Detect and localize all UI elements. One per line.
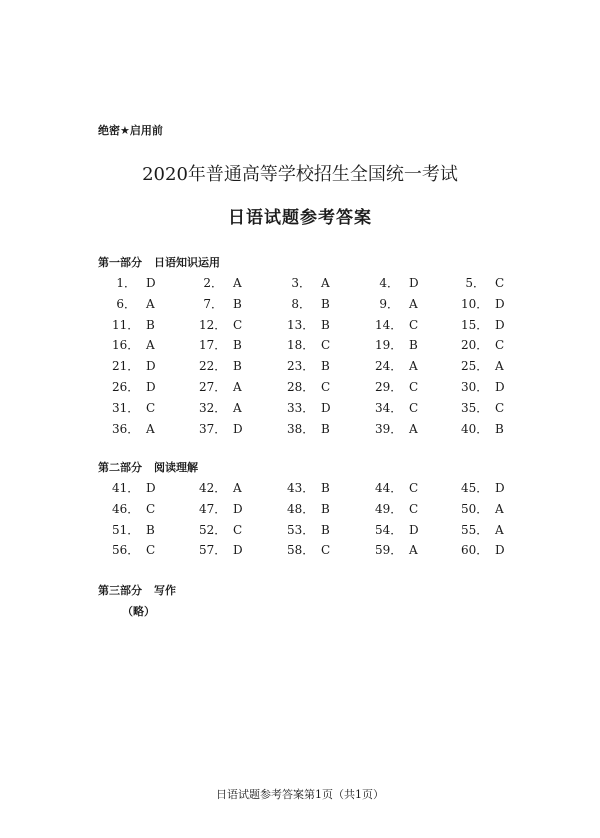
question-number: 6． — [116, 296, 136, 311]
answer-item — [199, 295, 242, 312]
answer-choice: B — [233, 296, 242, 311]
answer-item — [287, 274, 330, 291]
question-number: 14． — [375, 317, 403, 332]
answer-item — [287, 479, 330, 496]
answer-choice: B — [321, 296, 330, 311]
question-number: 56． — [112, 543, 140, 558]
answer-item — [375, 316, 418, 333]
answer-choice: B — [495, 421, 504, 436]
answer-item — [461, 541, 505, 558]
answer-item — [199, 336, 242, 353]
answer-row — [0, 378, 600, 398]
answer-item — [112, 500, 155, 517]
question-number: 37． — [199, 421, 227, 436]
answer-choice: A — [495, 501, 504, 516]
answer-item — [375, 521, 419, 538]
answer-item — [461, 479, 505, 496]
answer-choice: A — [495, 359, 504, 374]
question-number: 27． — [199, 380, 227, 394]
part2-heading — [98, 459, 198, 475]
answer-choice: B — [233, 359, 242, 374]
answer-choice: D — [495, 481, 505, 495]
question-number: 2． — [203, 276, 223, 290]
question-number: 24． — [375, 359, 403, 374]
answer-choice: C — [321, 338, 331, 353]
answer-item — [199, 316, 242, 333]
answer-choice: A — [321, 276, 330, 290]
question-number: 12． — [199, 317, 227, 332]
question-number: 50． — [461, 501, 489, 516]
answer-choice: C — [233, 522, 243, 537]
answer-choice: B — [321, 522, 330, 537]
answer-item — [199, 479, 242, 496]
question-number: 41． — [112, 481, 140, 495]
answer-choice: A — [409, 543, 418, 558]
question-number: 25． — [461, 359, 489, 374]
question-number: 45． — [461, 481, 489, 495]
answer-choice: B — [321, 481, 330, 495]
answer-choice: C — [146, 501, 156, 516]
exam-title: 2020年普通高等学校招生全国统一考试 — [142, 164, 458, 185]
answer-row — [0, 420, 600, 440]
answer-row — [0, 316, 600, 336]
question-number: 31． — [112, 400, 140, 415]
answer-item — [461, 316, 505, 333]
question-number: 44． — [375, 481, 403, 495]
answer-item — [461, 336, 504, 353]
answer-choice: C — [409, 380, 419, 394]
answer-item — [112, 295, 155, 312]
answer-item — [287, 500, 330, 517]
answer-item — [199, 357, 242, 374]
answer-row — [0, 274, 600, 294]
answer-choice: D — [233, 543, 243, 558]
question-number: 48． — [287, 501, 315, 516]
answer-item — [287, 399, 331, 416]
answer-choice: A — [146, 338, 155, 353]
question-number: 53． — [287, 522, 315, 537]
question-number: 9． — [379, 296, 399, 311]
question-number: 20． — [461, 338, 489, 353]
answer-item — [375, 336, 418, 353]
answer-choice: C — [233, 317, 243, 332]
answer-choice: B — [321, 501, 330, 516]
answer-choice: A — [146, 421, 155, 436]
answer-item — [112, 479, 156, 496]
answer-choice: D — [233, 501, 243, 516]
answer-row — [0, 500, 600, 520]
question-number: 16． — [112, 338, 140, 353]
answer-choice: A — [233, 276, 242, 290]
answer-item — [287, 541, 330, 558]
confidential-label: 绝密★启用前 — [98, 124, 163, 137]
question-number: 43． — [287, 481, 315, 495]
answer-item — [375, 378, 418, 395]
question-number: 22． — [199, 359, 227, 374]
question-number: 36． — [112, 421, 140, 436]
part3-name: 写作 — [154, 584, 176, 597]
question-number: 4． — [379, 276, 399, 290]
part3-note: （略） — [122, 605, 155, 618]
answer-choice: A — [146, 296, 155, 311]
question-number: 11． — [112, 317, 140, 332]
answer-item — [112, 316, 155, 333]
answer-choice: B — [233, 338, 242, 353]
answer-choice: A — [409, 296, 418, 311]
question-number: 54． — [375, 522, 403, 537]
answer-item — [375, 295, 418, 312]
answer-choice: D — [146, 359, 156, 374]
part3-label: 第三部分 — [98, 584, 142, 597]
answer-choice: D — [233, 421, 243, 436]
answer-choice: A — [233, 481, 242, 495]
answer-item — [461, 378, 505, 395]
question-number: 47． — [199, 501, 227, 516]
answer-choice: C — [321, 380, 331, 394]
answer-item — [199, 378, 242, 395]
answer-choice: D — [409, 276, 419, 290]
part2-name: 阅读理解 — [154, 461, 198, 474]
part2-label: 第二部分 — [98, 461, 142, 474]
page-footer: 日语试题参考答案第1页（共1页） — [216, 788, 384, 801]
answer-item — [287, 521, 330, 538]
answer-choice: D — [409, 522, 419, 537]
part1-label: 第一部分 — [98, 256, 142, 269]
part1-name: 日语知识运用 — [154, 256, 220, 269]
answer-choice: C — [409, 317, 419, 332]
answer-item — [461, 399, 504, 416]
answer-item — [112, 521, 155, 538]
answer-item — [461, 357, 504, 374]
answer-choice: B — [146, 522, 155, 537]
question-number: 58． — [287, 543, 315, 558]
answer-choice: C — [409, 400, 419, 415]
answer-row — [0, 479, 600, 499]
answer-item — [112, 336, 155, 353]
answer-choice: D — [321, 400, 331, 415]
answer-item — [287, 336, 330, 353]
question-number: 34． — [375, 400, 403, 415]
answer-choice: A — [233, 380, 242, 394]
answer-item — [461, 500, 504, 517]
answer-choice: C — [146, 400, 156, 415]
answer-item — [461, 521, 504, 538]
answer-choice: A — [233, 400, 242, 415]
answer-choice: D — [495, 296, 505, 311]
question-number: 8． — [291, 296, 311, 311]
answer-choice: C — [146, 543, 156, 558]
answer-item — [112, 378, 156, 395]
question-number: 30． — [461, 380, 489, 394]
question-number: 1． — [116, 276, 136, 290]
answer-item — [199, 521, 242, 538]
answer-row — [0, 541, 600, 561]
answer-item — [287, 316, 330, 333]
answer-item — [112, 274, 156, 291]
answer-item — [287, 357, 330, 374]
question-number: 52． — [199, 522, 227, 537]
answer-item — [461, 420, 504, 437]
answer-choice: B — [321, 359, 330, 374]
answer-item — [112, 420, 155, 437]
answer-choice: B — [321, 317, 330, 332]
answer-item — [461, 295, 505, 312]
answer-item — [375, 500, 418, 517]
answer-choice: C — [409, 501, 419, 516]
answer-item — [375, 541, 418, 558]
answer-choice: C — [495, 338, 505, 353]
question-number: 49． — [375, 501, 403, 516]
question-number: 51． — [112, 522, 140, 537]
answer-choice: C — [495, 400, 505, 415]
question-number: 7． — [203, 296, 223, 311]
answer-choice: D — [146, 276, 156, 290]
answer-item — [461, 274, 504, 291]
question-number: 40． — [461, 421, 489, 436]
answer-item — [112, 399, 155, 416]
answer-item — [112, 357, 156, 374]
answer-choice: C — [495, 276, 505, 290]
answer-item — [375, 479, 418, 496]
question-number: 57． — [199, 543, 227, 558]
answer-item — [112, 541, 155, 558]
question-number: 10． — [461, 296, 489, 311]
question-number: 59． — [375, 543, 403, 558]
document-subtitle: 日语试题参考答案 — [228, 208, 372, 228]
answer-row — [0, 336, 600, 356]
question-number: 42． — [199, 481, 227, 495]
answer-item — [287, 420, 330, 437]
question-number: 55． — [461, 522, 489, 537]
answer-choice: D — [146, 481, 156, 495]
answer-choice: A — [409, 421, 418, 436]
answer-choice: B — [146, 317, 155, 332]
question-number: 13． — [287, 317, 315, 332]
question-number: 33． — [287, 400, 315, 415]
answer-item — [199, 500, 243, 517]
answer-choice: D — [495, 317, 505, 332]
part1-heading — [98, 254, 220, 270]
answer-row — [0, 357, 600, 377]
question-number: 19． — [375, 338, 403, 353]
answer-item — [375, 399, 418, 416]
answer-choice: C — [321, 543, 331, 558]
question-number: 26． — [112, 380, 140, 394]
question-number: 32． — [199, 400, 227, 415]
answer-item — [199, 399, 242, 416]
answer-item — [199, 420, 243, 437]
answer-choice: C — [409, 481, 419, 495]
answer-choice: D — [146, 380, 156, 394]
question-number: 38． — [287, 421, 315, 436]
question-number: 29． — [375, 380, 403, 394]
answer-row — [0, 295, 600, 315]
question-number: 28． — [287, 380, 315, 394]
question-number: 18． — [287, 338, 315, 353]
answer-choice: D — [495, 543, 505, 558]
answer-item — [199, 541, 243, 558]
answer-item — [375, 420, 418, 437]
question-number: 5． — [465, 276, 485, 290]
answer-item — [199, 274, 242, 291]
answer-choice: D — [495, 380, 505, 394]
answer-choice: B — [409, 338, 418, 353]
question-number: 23． — [287, 359, 315, 374]
question-number: 60． — [461, 543, 489, 558]
answer-item — [375, 274, 419, 291]
answer-choice: B — [321, 421, 330, 436]
question-number: 15． — [461, 317, 489, 332]
question-number: 46． — [112, 501, 140, 516]
answer-choice: A — [409, 359, 418, 374]
question-number: 35． — [461, 400, 489, 415]
question-number: 39． — [375, 421, 403, 436]
answer-row — [0, 399, 600, 419]
answer-choice: A — [495, 522, 504, 537]
question-number: 17． — [199, 338, 227, 353]
answer-item — [375, 357, 418, 374]
question-number: 21． — [112, 359, 140, 374]
answer-item — [287, 378, 330, 395]
answer-item — [287, 295, 330, 312]
question-number: 3． — [291, 276, 311, 290]
part3-heading — [98, 582, 176, 598]
answer-row — [0, 521, 600, 541]
